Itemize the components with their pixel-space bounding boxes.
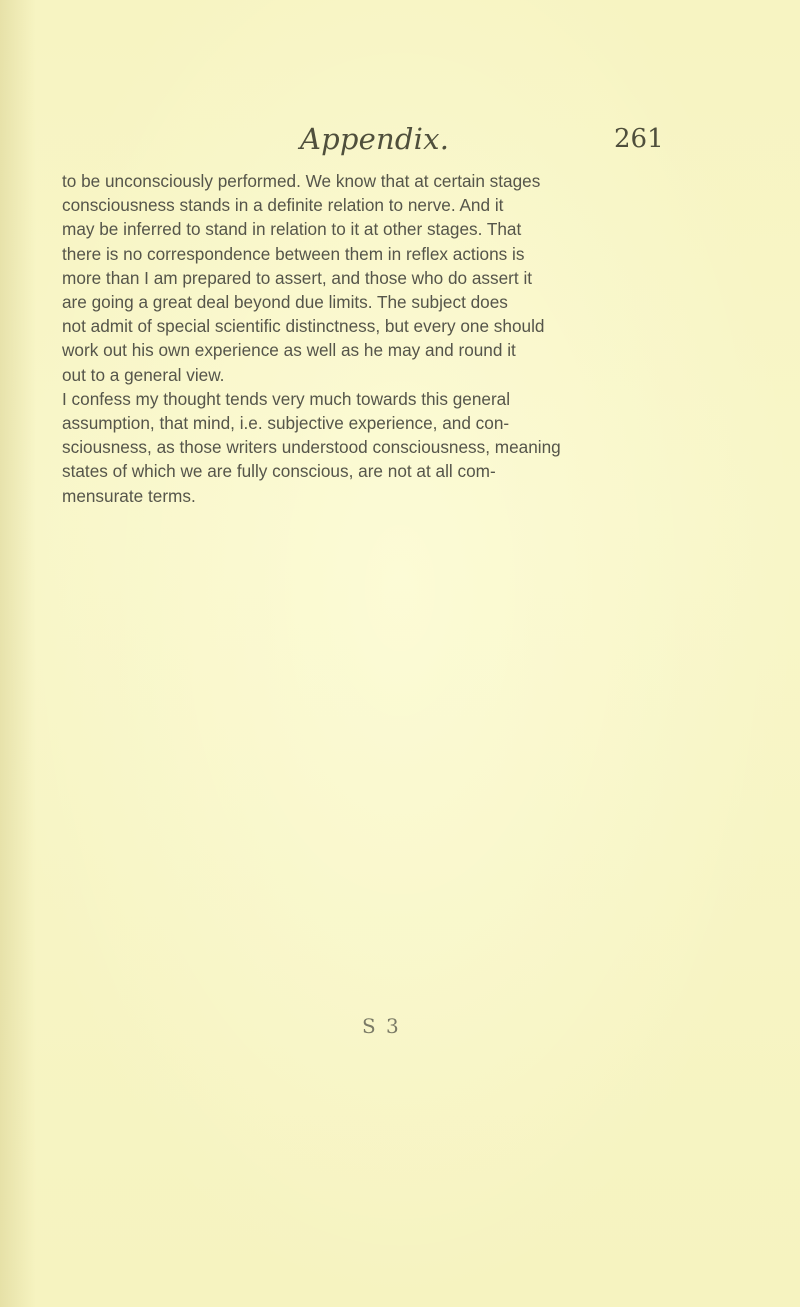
text-line: mensurate terms. bbox=[62, 485, 196, 506]
text-line: to be unconsciously performed. We know that at certain stages bbox=[62, 171, 541, 191]
text-line: consciousness stands in a definite relation to nerve. And it bbox=[62, 195, 504, 216]
body-text bbox=[62, 169, 654, 508]
text-line: sciousness, as those writers understood consciousness, meaning bbox=[62, 437, 561, 458]
page-number: 261 bbox=[614, 124, 664, 154]
text-line: out to a general view. bbox=[62, 364, 225, 385]
text-line: work out his own experience as well as he may and round it bbox=[62, 340, 516, 361]
text-line: states of which we are fully conscious, are not at all com- bbox=[62, 461, 496, 482]
text-line: there is no correspondence between them in reflex actions is bbox=[62, 243, 525, 264]
text-line: more than I am prepared to assert, and those who do assert it bbox=[62, 267, 533, 288]
running-head bbox=[0, 122, 800, 166]
text-line: not admit of special scientific distinctness, but every one should bbox=[62, 316, 545, 337]
running-title: Appendix. bbox=[300, 122, 450, 156]
printer-signature-mark: S 3 bbox=[362, 1014, 401, 1038]
text-line: may be inferred to stand in relation to it at other stages. That bbox=[62, 219, 522, 240]
text-line: assumption, that mind, i.e. subjective experience, and con- bbox=[62, 413, 510, 434]
text-line: are going a great deal beyond due limits. The subject does bbox=[62, 292, 508, 313]
text-line: I confess my thought tends very much towards this general bbox=[62, 388, 511, 409]
page-edge-shadow bbox=[0, 0, 36, 1307]
